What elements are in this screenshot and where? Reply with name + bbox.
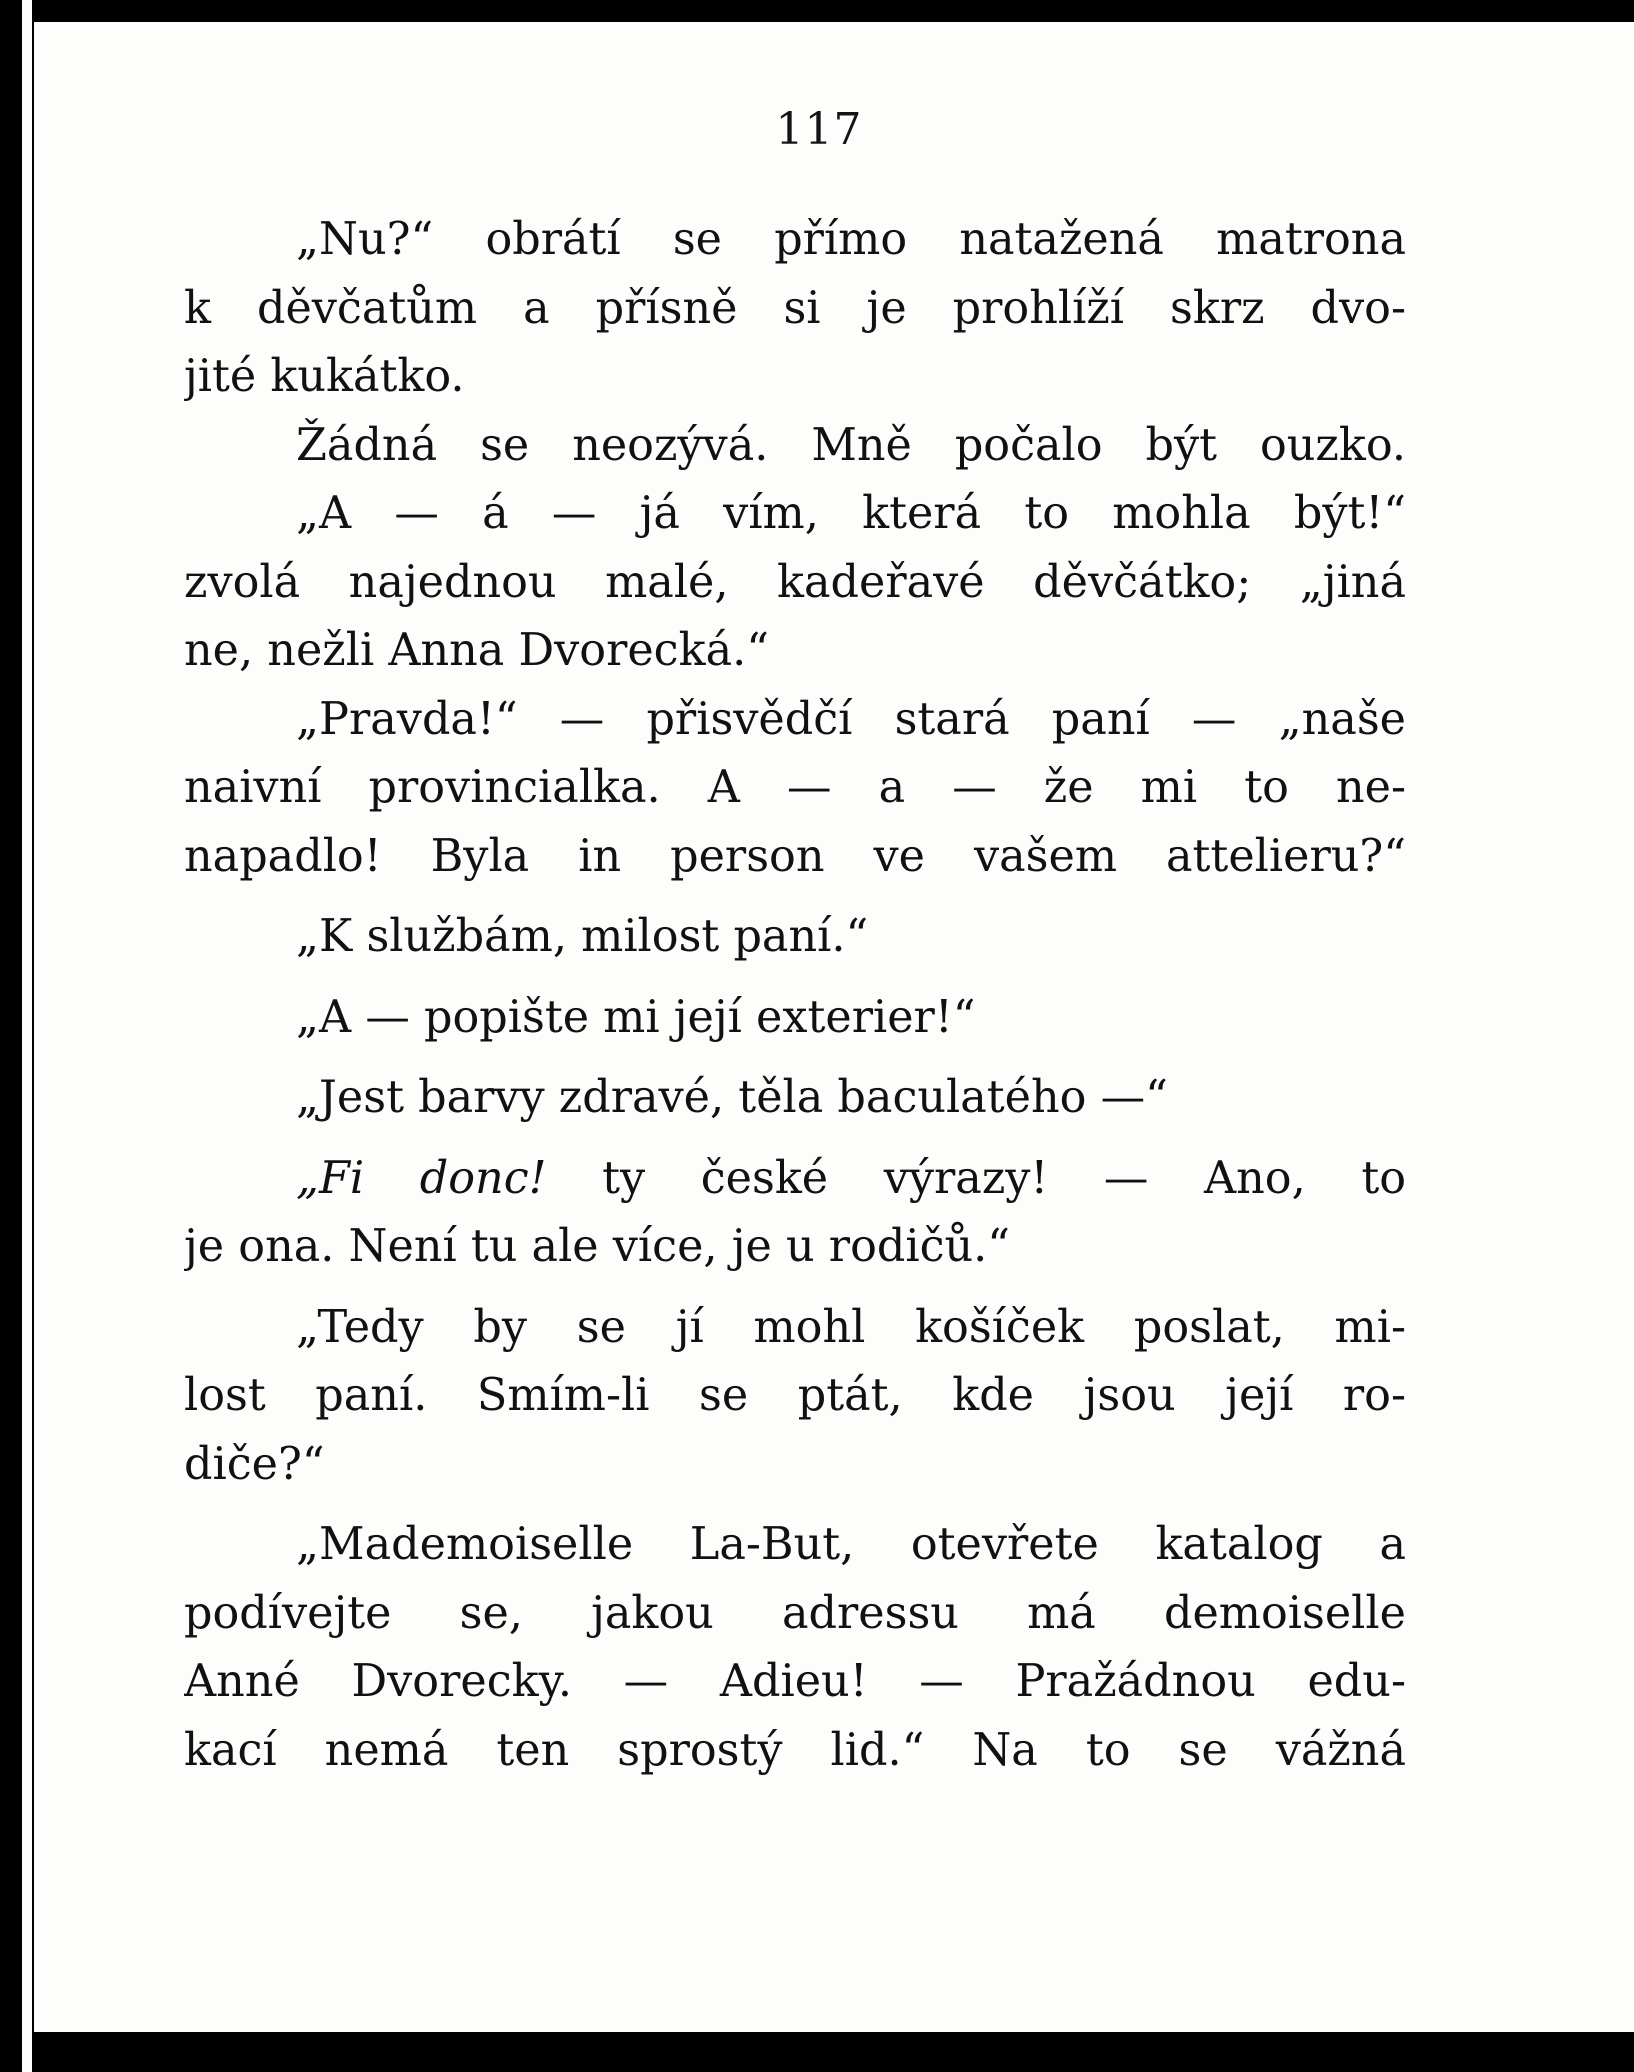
book-page <box>34 22 1634 2032</box>
text-line: podívejte se, jakou adressu má demoiselle <box>184 1587 1406 1639</box>
page-text <box>184 206 1406 1785</box>
text-line: „A — popište mi její exterier!“ <box>296 991 976 1043</box>
text-line: lost paní. Smím-li se ptát, kde jsou její ro- <box>184 1370 1406 1421</box>
text-line: kací nemá ten sprostý lid.“ Na to se vážná <box>184 1724 1406 1776</box>
paragraph-6 <box>184 984 1406 1053</box>
text-line: „Nu?“ obrátí se přímo natažená matrona <box>296 214 1406 265</box>
text-line: zvolá najednou malé, kadeřavé děvčátko; „jiná <box>184 556 1406 608</box>
text-line: „A — á — já vím, která to mohla být!“ <box>296 488 1406 539</box>
spacer <box>184 972 1406 984</box>
paragraph-4 <box>184 686 1406 892</box>
paragraph-10 <box>184 1511 1406 1785</box>
text-line: „Mademoiselle La-But, otevřete katalog a <box>296 1519 1406 1570</box>
paragraph-2 <box>184 412 1406 481</box>
text-line: „K službám, milost paní.“ <box>296 911 869 962</box>
text-line: Anné Dvorecky. — Adieu! — Pražádnou edu- <box>184 1656 1406 1707</box>
paragraph-9 <box>184 1294 1406 1500</box>
text-line: jité kukátko. <box>184 351 465 402</box>
text-line: „Tedy by se jí mohl košíček poslat, mi- <box>296 1301 1406 1353</box>
text-line: „Jest barvy zdravé, těla baculatého —“ <box>296 1072 1168 1123</box>
paragraph-7 <box>184 1064 1406 1133</box>
spacer <box>184 1282 1406 1294</box>
text-line <box>184 1145 1406 1214</box>
page-number: 117 <box>775 104 863 155</box>
text-line: k děvčatům a přísně si je prohlíží skrz dvo- <box>184 282 1406 334</box>
text-line: je ona. Není tu ale více, je u rodičů.“ <box>184 1221 1011 1272</box>
text-line: Žádná se neozývá. Mně počalo být ouzko. <box>296 419 1406 471</box>
paragraph-1 <box>184 206 1406 412</box>
paragraph-8 <box>184 1145 1406 1282</box>
text-line: ne, nežli Anna Dvorecká.“ <box>184 625 769 676</box>
binding-gap <box>22 0 32 2072</box>
text-line: napadlo! Byla in person ve vašem attelieru?“ <box>184 830 1406 882</box>
paragraph-5 <box>184 903 1406 972</box>
text-line: naivní provincialka. A — a — že mi to ne- <box>184 762 1406 813</box>
spacer <box>184 1499 1406 1511</box>
text-line-rest: ty české výrazy! — Ano, to <box>546 1152 1406 1204</box>
spacer <box>184 891 1406 903</box>
text-line: „Pravda!“ — přisvědčí stará paní — „naše <box>296 693 1406 745</box>
spacer <box>184 1133 1406 1145</box>
italic-phrase: „Fi donc! <box>296 1152 547 1204</box>
spacer <box>184 1052 1406 1064</box>
text-line: diče?“ <box>184 1438 325 1490</box>
paragraph-3 <box>184 480 1406 686</box>
